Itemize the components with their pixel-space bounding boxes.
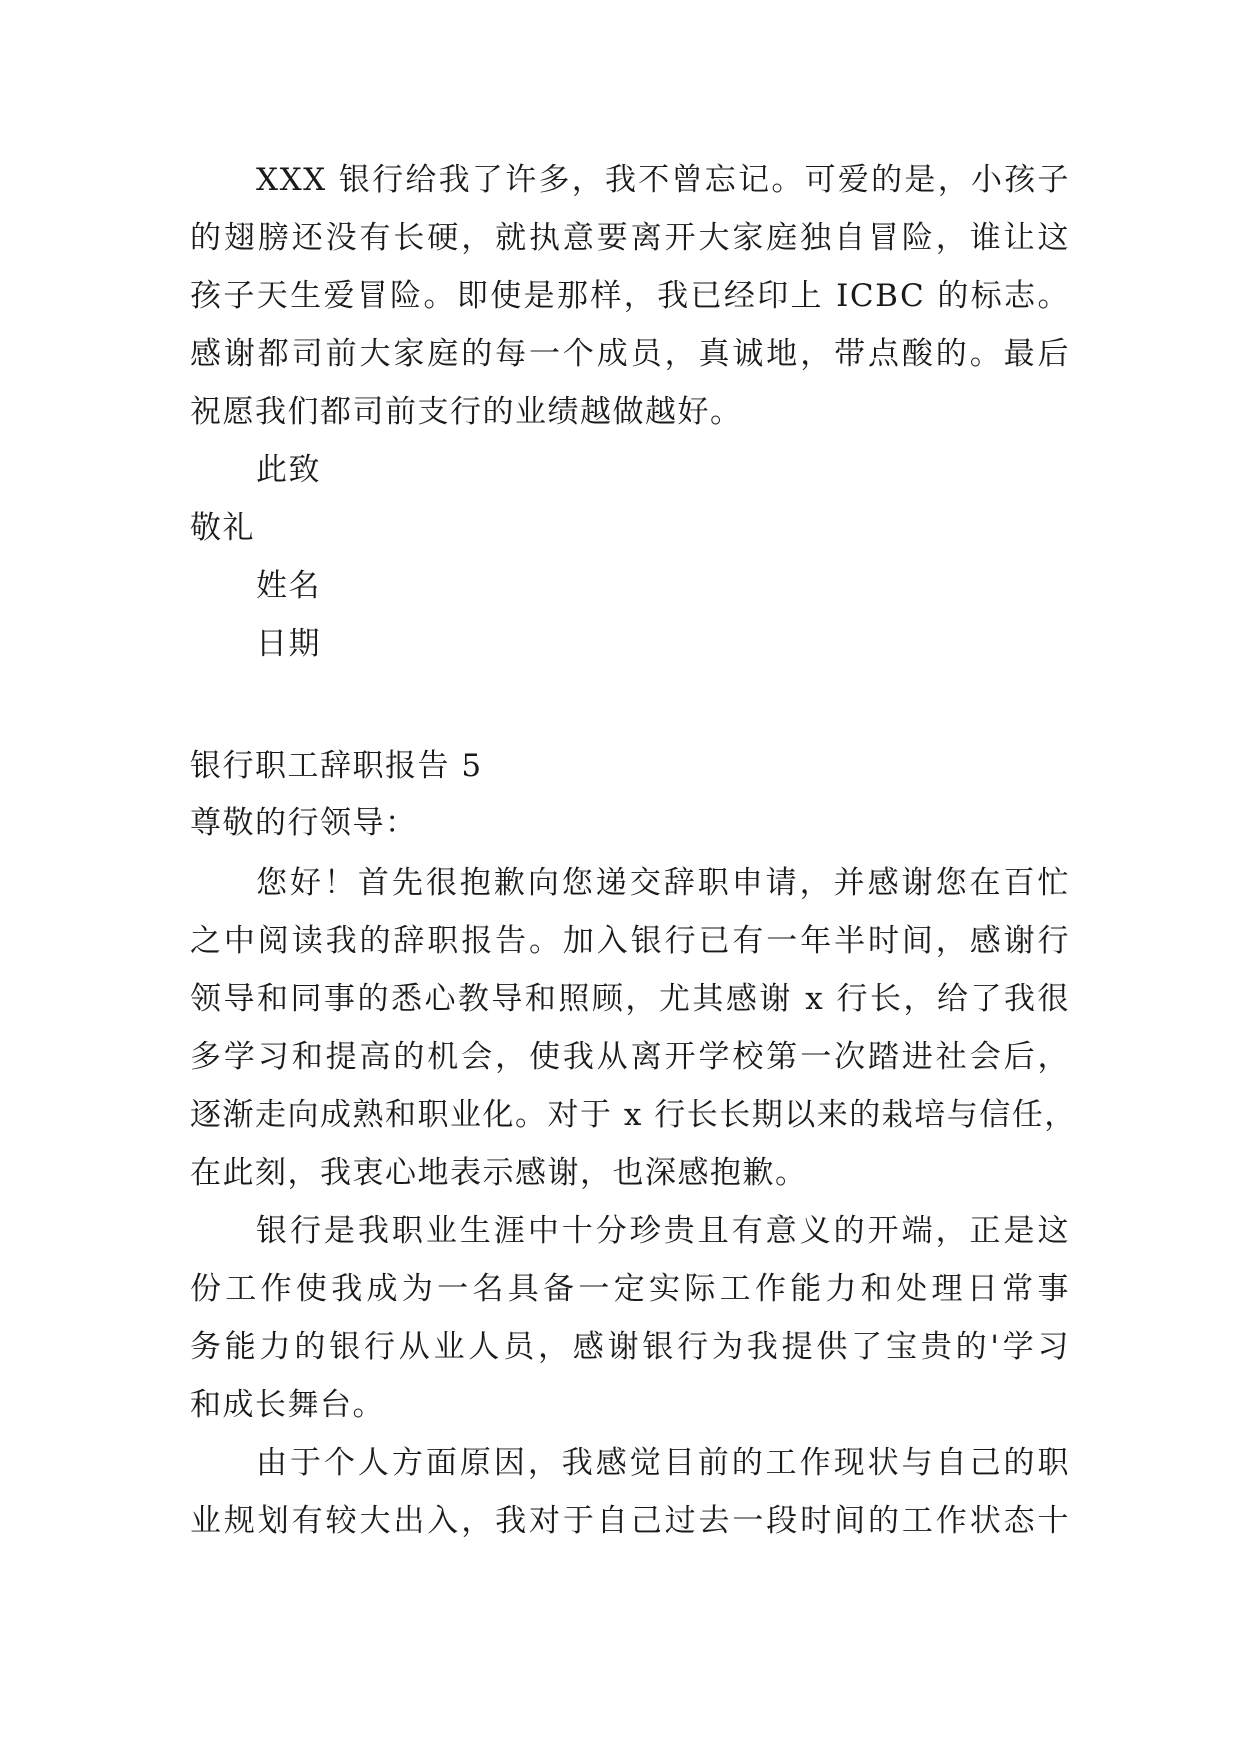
text-line: 银行是我职业生涯中十分珍贵且有意义的开端，正是这	[256, 1213, 1070, 1249]
text-line: 日期	[256, 626, 321, 662]
text-line: 感谢都司前大家庭的每一个成员，真诚地，带点酸的。最后	[190, 336, 1070, 372]
text-line: 和成长舞台。	[190, 1387, 385, 1423]
text-line: 份工作使我成为一名具备一定实际工作能力和处理日常事	[190, 1271, 1070, 1307]
text-line: 由于个人方面原因，我感觉目前的工作现状与自己的职	[256, 1445, 1070, 1481]
text-line: 多学习和提高的机会，使我从离开学校第一次踏进社会后，	[190, 1039, 1070, 1075]
text-line: 您好！首先很抱歉向您递交辞职申请，并感谢您在百忙	[256, 865, 1070, 901]
text-line: 之中阅读我的辞职报告。加入银行已有一年半时间，感谢行	[190, 923, 1070, 959]
text-line: 逐渐走向成熟和职业化。对于 x 行长长期以来的栽培与信任，	[190, 1097, 1077, 1133]
text-line: XXX 银行给我了许多，我不曾忘记。可爱的是，小孩子	[256, 162, 1070, 198]
text-line: 的翅膀还没有长硬，就执意要离开大家庭独自冒险，谁让这	[190, 220, 1070, 256]
text-line: 此致	[256, 452, 321, 488]
text-line: 敬礼	[190, 510, 255, 546]
text-line: 务能力的银行从业人员，感谢银行为我提供了宝贵的'学习	[190, 1329, 1070, 1365]
text-line: 在此刻，我衷心地表示感谢，也深感抱歉。	[190, 1155, 808, 1191]
text-line: 银行职工辞职报告 5	[190, 748, 483, 784]
text-line: 尊敬的行领导：	[190, 805, 418, 841]
text-line: 领导和同事的悉心教导和照顾，尤其感谢 x 行长，给了我很	[190, 981, 1070, 1017]
text-line: 姓名	[256, 568, 321, 604]
text-line: 业规划有较大出入，我对于自己过去一段时间的工作状态十	[190, 1503, 1070, 1539]
text-line: 孩子天生爱冒险。即使是那样，我已经印上 ICBC 的标志。	[190, 278, 1070, 314]
text-line: 祝愿我们都司前支行的业绩越做越好。	[190, 394, 743, 430]
